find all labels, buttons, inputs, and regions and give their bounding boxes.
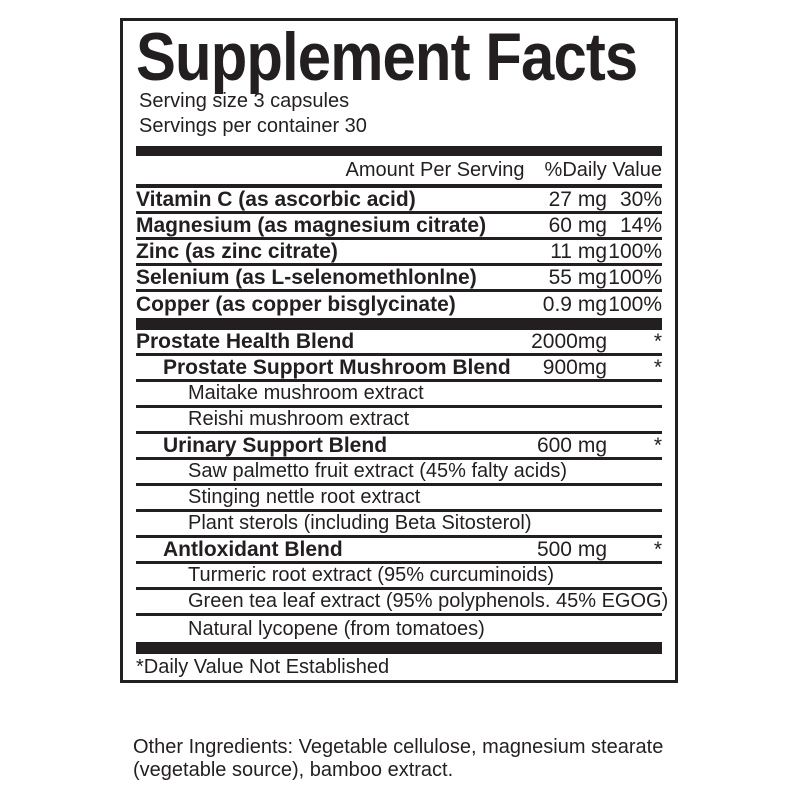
- nutrient-row: [136, 292, 662, 318]
- panel-title: Supplement Facts: [136, 19, 638, 95]
- blend-name: Antloxidant Blend: [163, 537, 343, 561]
- blend-name: Prostate Health Blend: [136, 329, 355, 353]
- nutrient-row: [136, 188, 662, 214]
- column-header-row: [136, 156, 662, 184]
- thick-divider-top: [136, 146, 662, 156]
- blend-row: [136, 356, 662, 382]
- nutrient-name: Copper (as copper bisglycinate): [136, 293, 456, 316]
- nutrient-name: Magnesium (as magnesium citrate): [136, 213, 487, 237]
- blend-name: Urinary Support Blend: [163, 433, 388, 457]
- blend-amount: 2000mg: [531, 329, 607, 353]
- ingredient-row: [136, 564, 662, 590]
- ingredient-row: [136, 486, 662, 512]
- supplement-facts-panel: [120, 18, 678, 683]
- blend-amount: 900mg: [542, 355, 607, 379]
- ingredient-name: Saw palmetto fruit extract (45% falty acids): [188, 460, 568, 482]
- ingredient-row: [136, 616, 662, 642]
- ingredient-row: [136, 512, 662, 538]
- ingredient-row: [136, 382, 662, 408]
- serving-size-text: Serving size 3 capsules: [139, 90, 350, 112]
- blend-row: [136, 538, 662, 564]
- blend-amount: 500 mg: [536, 537, 607, 561]
- ingredient-name: Green tea leaf extract (95% polyphenols. 45% EGOG): [188, 590, 669, 612]
- nutrient-amount: 60 mg: [548, 213, 607, 237]
- daily-value-footnote: *Daily Value Not Established: [136, 655, 390, 678]
- thick-divider-blends: [136, 318, 662, 330]
- nutrient-name: Zinc (as zinc citrate): [136, 239, 338, 263]
- blend-daily-value: *: [653, 355, 662, 379]
- nutrient-row: [136, 266, 662, 292]
- nutrient-daily-value: 30%: [619, 187, 662, 211]
- nutrient-row: [136, 214, 662, 240]
- ingredient-row: [136, 408, 662, 434]
- ingredient-row: [136, 590, 669, 616]
- blend-name: Prostate Support Mushroom Blend: [163, 355, 511, 379]
- nutrient-name: Vitamin C (as ascorbic acid): [136, 187, 416, 211]
- ingredient-name: Plant sterols (including Beta Sitosterol): [188, 512, 532, 534]
- blend-amount: 600 mg: [536, 433, 607, 457]
- servings-per-container-text: Servings per container 30: [139, 115, 367, 137]
- blend-daily-value: *: [653, 537, 662, 561]
- blend-daily-value: *: [653, 433, 662, 457]
- nutrient-amount: 27 mg: [548, 187, 607, 211]
- nutrient-row: [136, 240, 662, 266]
- nutrient-daily-value: 14%: [619, 213, 662, 237]
- nutrient-amount: 0.9 mg: [542, 293, 607, 316]
- nutrient-daily-value: 100%: [608, 293, 662, 316]
- other-ingredients-text: Other Ingredients: Vegetable cellulose, magnesium stearate (vegetable source), bamboo extract.: [133, 736, 664, 781]
- blend-daily-value: *: [653, 329, 662, 353]
- nutrient-daily-value: 100%: [608, 265, 662, 289]
- ingredient-name: Turmeric root extract (95% curcuminoids): [188, 564, 555, 586]
- daily-value-header: %Daily Value: [544, 158, 662, 181]
- ingredient-name: Natural lycopene (from tomatoes): [188, 617, 485, 640]
- nutrient-amount: 11 mg: [550, 239, 607, 263]
- nutrient-amount: 55 mg: [548, 265, 607, 289]
- blend-row: [136, 330, 662, 356]
- amount-per-serving-header: Amount Per Serving: [345, 158, 525, 181]
- thick-divider-bottom: [136, 642, 662, 654]
- nutrient-name: Selenium (as L-selenomethlonlne): [136, 265, 477, 289]
- ingredient-name: Stinging nettle root extract: [188, 486, 421, 508]
- nutrient-daily-value: 100%: [608, 239, 662, 263]
- ingredient-row: [136, 460, 662, 486]
- ingredient-name: Maitake mushroom extract: [188, 382, 424, 404]
- blend-row: [136, 434, 662, 460]
- ingredient-name: Reishi mushroom extract: [188, 408, 410, 430]
